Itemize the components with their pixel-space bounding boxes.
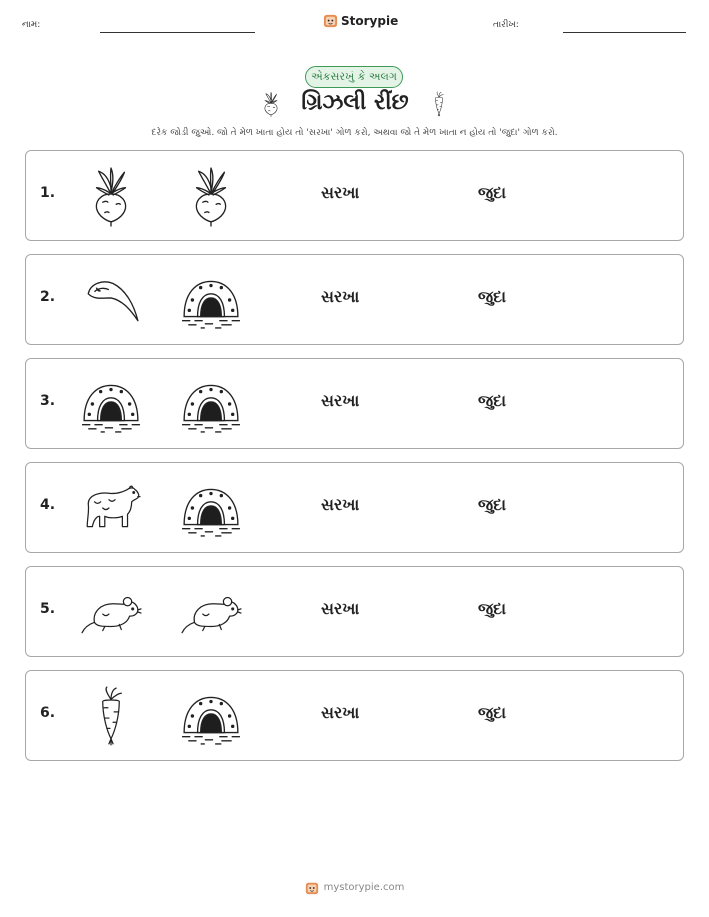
carrot-icon xyxy=(80,685,142,747)
mascot-icon xyxy=(323,13,338,28)
row-number: 3. xyxy=(40,393,56,409)
option-same[interactable]: સરખા xyxy=(321,599,360,618)
worksheet-title: ગ્રિઝલી રીંછ xyxy=(301,90,409,115)
option-different[interactable]: જુદા xyxy=(478,703,507,722)
cave-icon xyxy=(180,269,242,331)
footer xyxy=(0,880,709,894)
row-number: 4. xyxy=(40,497,56,513)
mouse-icon xyxy=(80,581,142,643)
row-number: 5. xyxy=(40,601,56,617)
option-different[interactable]: જુદા xyxy=(478,599,507,618)
footer-url: mystorypie.com xyxy=(323,881,405,893)
row-number: 1. xyxy=(40,185,56,201)
option-different[interactable]: જુદા xyxy=(478,391,507,410)
option-different[interactable]: જુદા xyxy=(478,495,507,514)
exercise-row-6 xyxy=(25,670,684,761)
carrot-icon xyxy=(426,88,452,120)
bear-icon xyxy=(80,477,142,539)
beet-icon xyxy=(258,88,284,120)
cave-icon xyxy=(180,477,242,539)
option-different[interactable]: જુદા xyxy=(478,287,507,306)
cave-icon xyxy=(180,685,242,747)
claw-icon xyxy=(80,269,142,331)
date-label: તારીખ: xyxy=(493,20,519,30)
date-field-line[interactable] xyxy=(563,32,686,33)
category-badge: એકસરખું કે અલગ xyxy=(305,66,403,88)
exercise-row-5 xyxy=(25,566,684,657)
brand-logo xyxy=(323,13,398,28)
beet-icon xyxy=(80,165,142,227)
mascot-icon xyxy=(305,880,319,894)
option-same[interactable]: સરખા xyxy=(321,183,360,202)
name-field-line[interactable] xyxy=(100,32,255,33)
name-label: નામ: xyxy=(22,20,41,30)
beet-icon xyxy=(180,165,242,227)
worksheet-header xyxy=(0,0,709,50)
cave-icon xyxy=(180,373,242,435)
row-number: 2. xyxy=(40,289,56,305)
option-same[interactable]: સરખા xyxy=(321,703,360,722)
cave-icon xyxy=(80,373,142,435)
exercise-row-1 xyxy=(25,150,684,241)
option-same[interactable]: સરખા xyxy=(321,391,360,410)
option-same[interactable]: સરખા xyxy=(321,495,360,514)
row-number: 6. xyxy=(40,705,56,721)
exercise-row-3 xyxy=(25,358,684,449)
option-same[interactable]: સરખા xyxy=(321,287,360,306)
option-different[interactable]: જુદા xyxy=(478,183,507,202)
exercise-row-2 xyxy=(25,254,684,345)
instructions: દરેક જોડી જુઓ. જો તે મેળ ખાતા હોય તો 'સરખા' ગોળ કરો, અથવા જો તે મેળ ખાતા ન હોય તો 'જુદા' ગોળ કરો. xyxy=(151,128,558,138)
brand-name: Storypie xyxy=(341,13,399,28)
exercise-row-4 xyxy=(25,462,684,553)
mouse-icon xyxy=(180,581,242,643)
